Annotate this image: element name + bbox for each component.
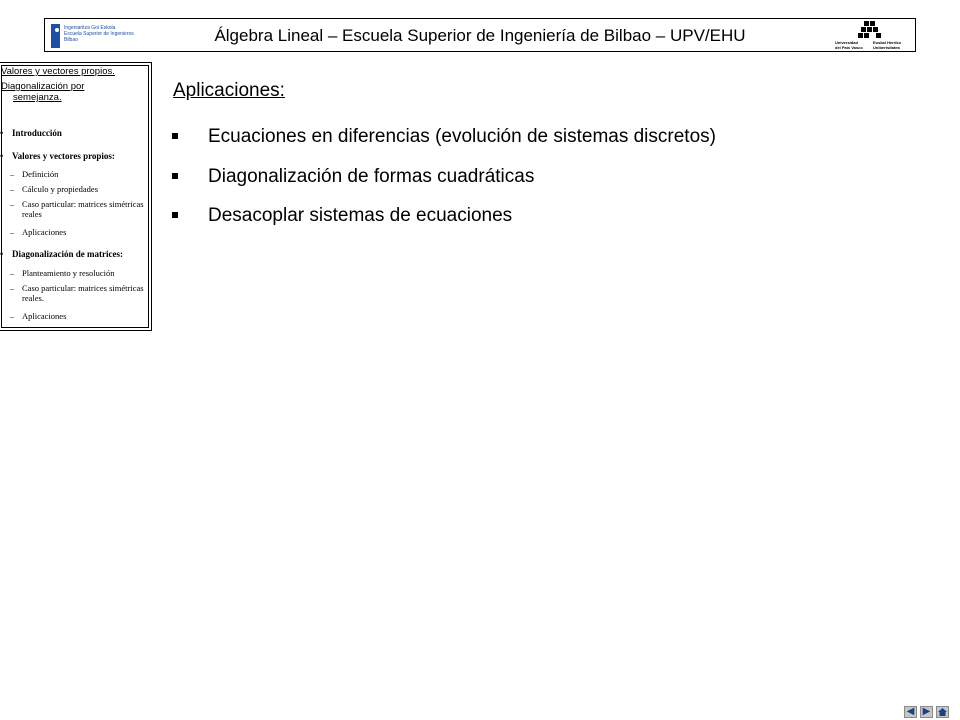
home-icon	[937, 707, 948, 717]
toc-section-diagonalizacion[interactable]: • Diagonalización de matrices:	[0, 249, 123, 259]
next-slide-button[interactable]	[920, 706, 933, 718]
slide-header	[44, 18, 916, 52]
square-bullet-icon	[172, 212, 178, 218]
toc-title-link-2a[interactable]: Diagonalización por	[1, 81, 85, 92]
school-logo-text: Ingeniaritza Goi Eskola Escuela Superior de Ingenieros Bilbao	[64, 25, 134, 43]
triangle-right-icon: ▶	[922, 706, 931, 717]
triangle-left-icon: ◀	[906, 706, 915, 717]
prev-slide-button[interactable]	[904, 706, 917, 718]
university-name-es: Universidad del País Vasco	[835, 40, 863, 50]
header-title: Álgebra Lineal – Escuela Superior de Ingeniería de Bilbao – UPV/EHU	[214, 26, 746, 45]
university-name-eu: Euskal Herriko Unibertsitatea	[873, 40, 902, 50]
toc-section-valores[interactable]: • Valores y vectores propios:	[0, 151, 115, 161]
home-button[interactable]	[936, 706, 949, 718]
toc-section-introduccion[interactable]: • Introducción	[0, 128, 62, 138]
square-bullet-icon	[172, 133, 178, 139]
slide-navigation	[904, 706, 950, 719]
toc-title-link-2b[interactable]: semejanza.	[13, 92, 62, 103]
section-title: Aplicaciones:	[173, 80, 285, 101]
toc-title-link[interactable]: Valores y vectores propios.	[1, 66, 115, 77]
university-emblem-icon	[855, 21, 885, 40]
table-of-contents: Valores y vectores propios. Diagonalización por semejanza. • Introducción • Valores y vectores propios: – Definición – Cálculo y propiedades – Caso particular: matrices simétricas reales – Aplicaciones • Diagonalización de matrices: – Planteamiento y resolución – Caso particular: matrices simétricas reales. – Aplicaciones	[0, 62, 152, 331]
university-logo	[835, 21, 911, 51]
square-bullet-icon	[172, 173, 178, 179]
